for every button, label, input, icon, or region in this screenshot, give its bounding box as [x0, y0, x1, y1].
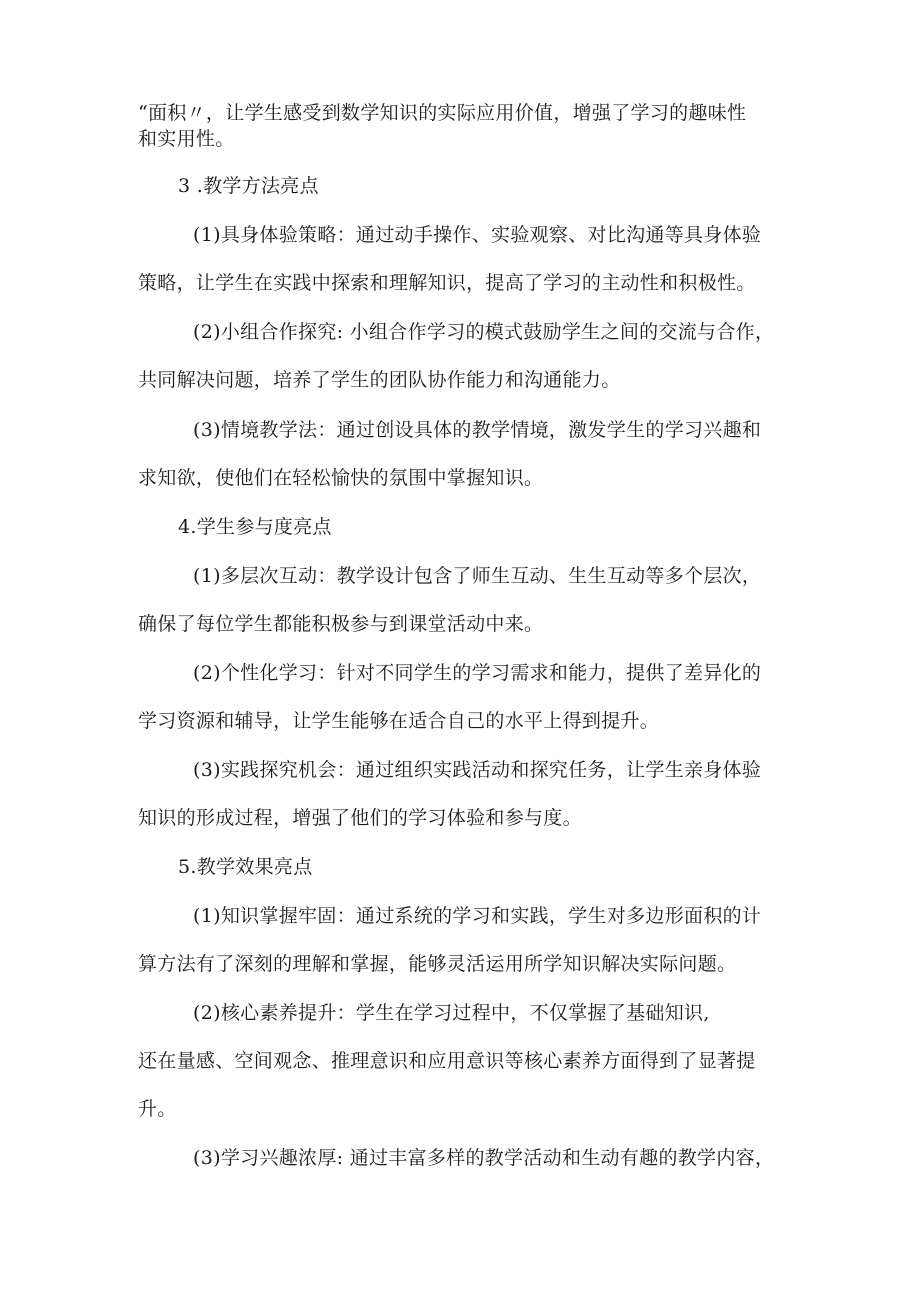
paragraph-line: 还在量感、空间观念、推理意识和应用意识等核心素养方面得到了显著提: [138, 1050, 756, 1072]
paragraph-line: (2)小组合作探究: 小组合作学习的模式鼓励学生之间的交流与合作，: [193, 321, 775, 343]
paragraph-line: (1)多层次互动：教学设计包含了师生互动、生生互动等多个层次，: [193, 565, 762, 587]
paragraph-line: 算方法有了深刻的理解和掌握，能够灵活运用所学知识解决实际问题。: [138, 953, 737, 975]
paragraph-line: 策略，让学生在实践中探索和理解知识，提高了学习的主动性和积极性。: [138, 272, 756, 294]
paragraph-line: (3)学习兴趣浓厚: 通过丰富多样的教学活动和生动有趣的教学内容，: [193, 1147, 775, 1169]
section-heading: 4.学生参与度亮点: [178, 516, 332, 538]
paragraph-line: (1)知识掌握牢固：通过系统的学习和实践，学生对多边形面积的计: [193, 905, 762, 927]
paragraph-line: (3)情境教学法：通过创设具体的教学情境，激发学生的学习兴趣和: [193, 419, 762, 441]
paragraph-line: 学习资源和辅导，让学生能够在适合自己的水平上得到提升。: [138, 710, 660, 732]
intro-line: 和实用性。: [138, 128, 235, 150]
section-heading: 5.教学效果亮点: [178, 856, 313, 878]
paragraph-line: 求知欲，使他们在轻松愉快的氛围中掌握知识。: [138, 467, 544, 489]
paragraph-line: 确保了每位学生都能积极参与到课堂活动中来。: [138, 613, 544, 635]
paragraph-line: (2)个性化学习：针对不同学生的学习需求和能力，提供了差异化的: [193, 662, 762, 684]
paragraph-line: 共同解决问题，培养了学生的团队协作能力和沟通能力。: [138, 369, 621, 391]
paragraph-line: (2)核心素养提升：学生在学习过程中，不仅掌握了基础知识,: [193, 1002, 710, 1024]
paragraph-line: 知识的形成过程，增强了他们的学习体验和参与度。: [138, 807, 582, 829]
paragraph-line: 升。: [138, 1098, 177, 1120]
paragraph-line: (3)实践探究机会：通过组织实践活动和探究任务，让学生亲身体验: [193, 759, 762, 781]
section-heading: 3 .教学方法亮点: [178, 175, 319, 197]
paragraph-line: (1)具身体验策略：通过动手操作、实验观察、对比沟通等具身体验: [193, 224, 762, 246]
intro-line: “面积〃，让学生感受到数学知识的实际应用价值，增强了学习的趣味性: [138, 102, 747, 124]
